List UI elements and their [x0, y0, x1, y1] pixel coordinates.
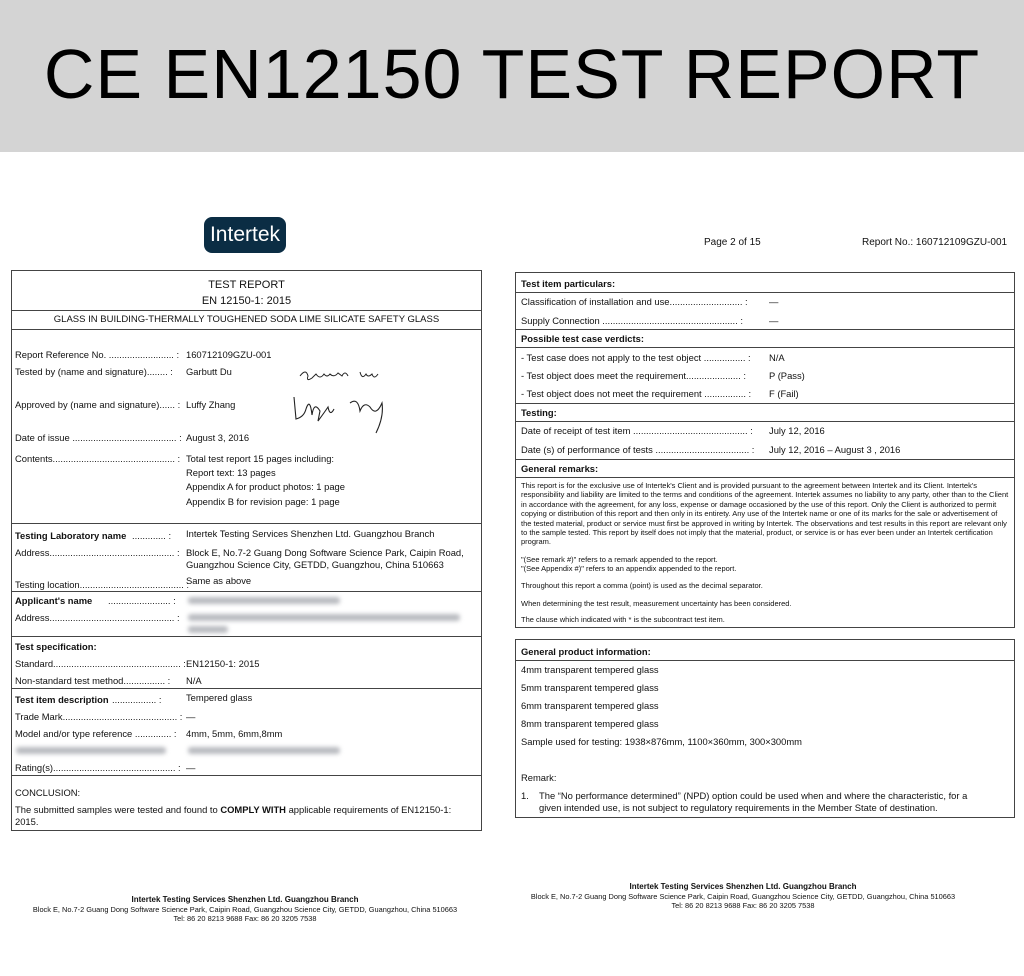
- nonstd-value: N/A: [186, 675, 202, 686]
- supply-label: Supply Connection .................................................... :: [521, 315, 743, 326]
- verdict-pass-value: P (Pass): [769, 370, 805, 381]
- remarks-see-appendix: "(See Appendix #)" refers to an appendix appended to the report.: [521, 564, 737, 573]
- divider: [12, 523, 481, 524]
- remark-line-2: given intended use, is not subject to regulatory requirements in the Member State of destination.: [539, 802, 938, 813]
- spec-label: Test specification:: [15, 641, 97, 652]
- verdict-na-label: - Test case does not apply to the test object ................ :: [521, 352, 751, 363]
- divider: [516, 660, 1014, 661]
- page-number: Page 2 of 15: [704, 237, 761, 248]
- particulars-heading: Test item particulars:: [521, 278, 616, 289]
- applicant-address-label: Address................................................ :: [15, 612, 180, 623]
- test-report-cover-table: [11, 270, 482, 831]
- conclusion-text-end: 2015.: [15, 816, 39, 827]
- rating-value: —: [186, 762, 196, 773]
- footer-company: Intertek Testing Services Shenzhen Ltd. Guangzhou Branch: [131, 895, 359, 904]
- remarks-paragraph: This report is for the exclusive use of Intertek's Client and is provided pursuant to the agreement between Intertek and its Client. Intertek's responsibility and liability are limited to the terms and conditions of the agreement. Intertek assumes no liability to any party, other than to the Client in accordance with the agreement, for any loss, expense or damage occasioned by the use of this report. Only the Client is authorized to permit copying or distribution of this report and then only in its entirety. Any use of the Intertek name or one of its marks for the sale or advertisement of the tested material, product or service must first be approved in writing by Intertek. The observations and test results in this report are relevant only to the sample tested. This report by itself does not imply that the material, product, or service is or has ever been under an Intertek certification program.: [521, 481, 1009, 547]
- lab-value: Intertek Testing Services Shenzhen Ltd. Guangzhou Branch: [186, 528, 435, 539]
- address-label: Address................................................ :: [15, 547, 180, 558]
- verdicts-heading: Possible test case verdicts:: [521, 333, 644, 344]
- divider: [516, 421, 1014, 422]
- sample-sizes: Sample used for testing: 1938×876mm, 1100×360mm, 300×300mm: [521, 736, 802, 747]
- page-title: CE EN12150 TEST REPORT: [43, 35, 981, 113]
- divider: [12, 636, 481, 637]
- redacted-applicant-address: [188, 626, 228, 633]
- model-value: 4mm, 5mm, 6mm,8mm: [186, 728, 283, 739]
- divider: [516, 329, 1014, 330]
- model-label: Model and/or type reference .............. :: [15, 728, 177, 739]
- standard-value: EN12150-1: 2015: [186, 658, 260, 669]
- title-banner: [0, 0, 1024, 152]
- footer-address: Block E, No.7-2 Guang Dong Software Science Park, Caipin Road, Guangzhou Science City, GETDD, Guangzhou, China 510663: [530, 891, 956, 901]
- product-item-3: 6mm transparent tempered glass: [521, 700, 659, 711]
- footer-address: Block E, No.7-2 Guang Dong Software Science Park, Caipin Road, Guangzhou Science City, GETDD, Guangzhou, China 510663: [32, 904, 458, 914]
- item-label: Test item description: [15, 694, 109, 705]
- location-label: Testing location........................................ :: [15, 579, 190, 590]
- classification-label: Classification of installation and use............................ :: [521, 296, 748, 307]
- remark-line-1: The “No performance determined” (NPD) option could be used when and where the characteristic, for a: [539, 790, 968, 801]
- remarks-uncertainty: When determining the test result, measurement uncertainty has been considered.: [521, 599, 792, 608]
- product-information-table: [515, 639, 1015, 818]
- trade-value: —: [186, 711, 196, 722]
- contents-line-1: Total test report 15 pages including:: [186, 453, 335, 464]
- report-heading: TEST REPORT: [208, 279, 285, 291]
- tested-label: Tested by (name and signature)........ :: [15, 366, 173, 377]
- redacted-manufacturer-label: [16, 747, 166, 754]
- contents-label: Contents............................................... :: [15, 453, 181, 464]
- divider: [516, 459, 1014, 460]
- performance-label: Date (s) of performance of tests .................................... :: [521, 444, 755, 455]
- contents-line-3: Appendix A for product photos: 1 page: [186, 481, 345, 492]
- date-label: Date of issue ........................................ :: [15, 432, 182, 443]
- intertek-logo: Intertek: [204, 217, 286, 253]
- footer-company: Intertek Testing Services Shenzhen Ltd. Guangzhou Branch: [629, 882, 857, 891]
- lab-dots: ............. :: [132, 530, 172, 541]
- verdict-fail-label: - Test object does not meet the requirement ................ :: [521, 388, 752, 399]
- product-heading: General product information:: [521, 646, 651, 657]
- approved-label: Approved by (name and signature)...... :: [15, 399, 181, 410]
- performance-value: July 12, 2016 – August 3 , 2016: [769, 444, 901, 455]
- standard-label: Standard................................................. :: [15, 658, 186, 669]
- approved-value: Luffy Zhang: [186, 399, 236, 410]
- contents-line-4: Appendix B for revision page: 1 page: [186, 496, 340, 507]
- tested-value: Garbutt Du: [186, 366, 232, 377]
- divider: [516, 403, 1014, 404]
- nonstd-label: Non-standard test method................ :: [15, 675, 171, 686]
- receipt-label: Date of receipt of test item ............................................ :: [521, 425, 753, 436]
- testing-heading: Testing:: [521, 407, 557, 418]
- test-item-particulars-table: [515, 272, 1015, 628]
- redacted-applicant-address: [188, 614, 460, 621]
- remark-label: Remark:: [521, 772, 557, 783]
- left-footer: [10, 895, 480, 924]
- divider: [516, 292, 1014, 293]
- item-value: Tempered glass: [186, 692, 253, 703]
- remarks-see-remark: "(See remark #)" refers to a remark appended to the report.: [521, 555, 718, 564]
- divider: [12, 591, 481, 592]
- trade-label: Trade Mark............................................ :: [15, 711, 183, 722]
- location-value: Same as above: [186, 575, 252, 586]
- report-number: Report No.: 160712109GZU-001: [862, 237, 1008, 248]
- contents-line-2: Report text: 13 pages: [186, 467, 276, 478]
- divider: [516, 347, 1014, 348]
- divider: [12, 775, 481, 776]
- address-line-1: Block E, No.7-2 Guang Dong Software Science Park, Caipin Road,: [186, 547, 464, 558]
- divider: [12, 688, 481, 689]
- remark-number: 1.: [521, 790, 529, 801]
- lab-label: Testing Laboratory name: [15, 530, 127, 541]
- product-item-1: 4mm transparent tempered glass: [521, 664, 659, 675]
- product-item-2: 5mm transparent tempered glass: [521, 682, 659, 693]
- divider: [12, 329, 481, 330]
- redacted-applicant-name: [188, 597, 340, 604]
- right-footer: [498, 882, 988, 911]
- remarks-heading: General remarks:: [521, 463, 599, 474]
- verdict-na-value: N/A: [769, 352, 785, 363]
- conclusion-text: The submitted samples were tested and found to COMPLY WITH applicable requirements of EN12150-1:: [15, 804, 452, 815]
- ref-label: Report Reference No. ......................... :: [15, 349, 180, 360]
- classification-value: —: [769, 296, 779, 307]
- glass-heading: GLASS IN BUILDING-THERMALLY TOUGHENED SODA LIME SILICATE SAFETY GLASS: [53, 314, 440, 325]
- verdict-fail-value: F (Fail): [769, 388, 799, 399]
- date-value: August 3, 2016: [186, 432, 250, 443]
- redacted-manufacturer: [188, 747, 340, 754]
- applicant-label: Applicant's name: [15, 595, 93, 606]
- applicant-dots: ........................ :: [108, 595, 176, 606]
- remarks-decimal: Throughout this report a comma (point) is used as the decimal separator.: [521, 581, 763, 590]
- product-item-4: 8mm transparent tempered glass: [521, 718, 659, 729]
- supply-value: —: [769, 315, 779, 326]
- address-line-2: Guangzhou Science City, GETDD, Guangzhou, China 510663: [186, 559, 444, 570]
- divider: [12, 310, 481, 311]
- verdict-pass-label: - Test object does meet the requirement..................... :: [521, 370, 746, 381]
- signature-luffy: [288, 393, 398, 443]
- ref-value: 160712109GZU-001: [186, 349, 272, 360]
- footer-tel: Tel: 86 20 8213 9688 Fax: 86 20 3205 7538: [173, 914, 317, 923]
- rating-label: Rating(s)............................................... :: [15, 762, 181, 773]
- remarks-subcontract: The clause which indicated with * is the subcontract test item.: [521, 615, 725, 624]
- item-dots: ................. :: [112, 694, 162, 705]
- footer-tel: Tel: 86 20 8213 9688 Fax: 86 20 3205 7538: [671, 901, 815, 910]
- signature-garbutt: [296, 366, 386, 388]
- standard-heading: EN 12150-1: 2015: [201, 295, 292, 307]
- divider: [516, 477, 1014, 478]
- receipt-value: July 12, 2016: [769, 425, 825, 436]
- conclusion-label: CONCLUSION:: [15, 787, 81, 798]
